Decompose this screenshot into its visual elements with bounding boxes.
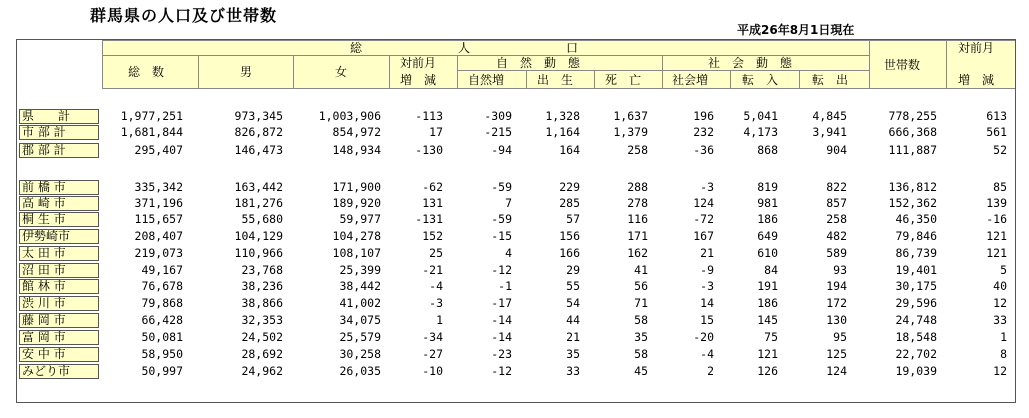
table-cell: -14 [491,313,512,327]
table-cell: 54 [566,296,580,310]
table-cell: 45 [634,364,648,378]
header-vline-2 [293,55,294,88]
row-label: 桐 生 市 [19,212,99,227]
row-label: 高 崎 市 [19,196,99,211]
table-cell: -3 [429,296,443,310]
table-cell: 95 [833,330,847,344]
table-cell: 229 [559,180,580,194]
header-natural-change: 自然増 [468,73,505,87]
header-female: 女 [335,65,348,79]
row-label: 沼 田 市 [19,263,99,278]
table-cell: 56 [634,279,648,293]
table-cell: -4 [429,279,443,293]
table-cell: 819 [757,180,778,194]
table-cell: 171 [627,229,648,243]
table-cell: 66,428 [141,313,183,327]
table-cell: 4 [505,246,512,260]
table-cell: 561 [986,125,1007,139]
table-cell: 19,039 [895,364,937,378]
table-cell: 59,977 [339,212,381,226]
table-cell: 25,579 [339,330,381,344]
header-vline-5 [526,70,527,88]
header-social: 社 会 動 態 [708,56,793,70]
table-cell: -94 [491,143,512,157]
header-line-bottom [102,88,1015,89]
table-cell: -215 [484,125,512,139]
table-cell: -17 [491,296,512,310]
table-cell: 826,872 [234,125,283,139]
table-cell: 1,681,844 [120,125,183,139]
table-cell: 12 [993,296,1007,310]
table-cell: 28,692 [241,347,283,361]
header-natural: 自 然 動 態 [496,56,581,70]
table-cell: -23 [491,347,512,361]
header-vline-4 [457,55,458,88]
table-cell: 981 [757,196,778,210]
header-change-top: 対前月 [400,56,437,70]
report-date: 平成26年8月1日現在 [737,23,855,37]
table-cell: 30,175 [895,279,937,293]
table-cell: 38,236 [241,279,283,293]
table-cell: -20 [693,330,714,344]
table-cell: 5,041 [743,109,778,123]
table-cell: 75 [764,330,778,344]
table-cell: 162 [627,246,648,260]
table-cell: 40 [993,279,1007,293]
table-cell: 152,362 [888,196,937,210]
row-label: 館 林 市 [19,279,99,294]
table-cell: 1,379 [613,125,648,139]
header-male: 男 [240,65,253,79]
header-in: 転 入 [742,73,779,87]
table-cell: 50,081 [141,330,183,344]
header-vline-1 [198,55,199,88]
table-cell: 7 [505,196,512,210]
table-cell: 121 [986,246,1007,260]
table-cell: -3 [700,279,714,293]
table-cell: 41,002 [339,296,381,310]
header-vline-9 [799,70,800,88]
table-cell: 121 [986,229,1007,243]
header-households: 世帯数 [884,58,921,72]
table-cell: 35 [634,330,648,344]
table-cell: 49,167 [141,263,183,277]
table-cell: 189,920 [332,196,381,210]
table-cell: 186 [757,296,778,310]
table-cell: 124 [693,196,714,210]
table-cell: 288 [627,180,648,194]
table-cell: 26,035 [339,364,381,378]
table-cell: 24,962 [241,364,283,378]
row-label: 富 岡 市 [19,330,99,345]
table-cell: 79,846 [895,229,937,243]
header-change-bottom: 増 減 [400,73,437,87]
table-cell: -130 [415,143,443,157]
table-cell: 4,173 [743,125,778,139]
header-social-change: 社会増 [672,73,709,87]
table-cell: 904 [826,143,847,157]
table-cell: 121 [757,347,778,361]
table-cell: -131 [415,212,443,226]
table-cell: 139 [986,196,1007,210]
table-cell: 482 [826,229,847,243]
table-cell: 84 [764,263,778,277]
table-cell: 258 [627,143,648,157]
header-vline-7 [662,55,663,88]
table-cell: -12 [491,263,512,277]
table-cell: 22,702 [895,347,937,361]
table-cell: 30,258 [339,347,381,361]
table-cell: 17 [429,125,443,139]
table-cell: 58 [634,313,648,327]
table-cell: 666,368 [888,125,937,139]
table-cell: 24,748 [895,313,937,327]
table-cell: -12 [491,364,512,378]
table-cell: -72 [693,212,714,226]
header-line-sub [457,70,869,71]
table-cell: -21 [422,263,443,277]
table-cell: 125 [826,347,847,361]
table-cell: 5 [1000,263,1007,277]
table-cell: 116 [627,212,648,226]
table-cell: -113 [415,109,443,123]
table-cell: 164 [559,143,580,157]
table-cell: 38,866 [241,296,283,310]
table-cell: 219,073 [134,246,183,260]
table-cell: 186 [757,212,778,226]
table-cell: 191 [757,279,778,293]
table-cell: 58 [634,347,648,361]
table-cell: 822 [826,180,847,194]
table-cell: 4,845 [812,109,847,123]
row-label: 太 田 市 [19,246,99,261]
table-cell: 34,075 [339,313,381,327]
table-cell: 25,399 [339,263,381,277]
header-vline-10 [869,40,870,88]
table-cell: 108,107 [332,246,381,260]
table-cell: 115,657 [134,212,183,226]
table-cell: 12 [993,364,1007,378]
table-cell: 44 [566,313,580,327]
table-cell: 145 [757,313,778,327]
table-cell: 1 [436,313,443,327]
table-cell: 208,407 [134,229,183,243]
table-cell: 14 [700,296,714,310]
table-cell: 1,164 [545,125,580,139]
header-vline-3 [389,55,390,88]
row-label: 県 計 [19,109,99,124]
table-cell: 371,196 [134,196,183,210]
header-vline-0 [102,40,103,88]
header-vline-8 [730,70,731,88]
table-cell: 57 [566,212,580,226]
header-births: 出 生 [537,73,574,87]
table-cell: 32,353 [241,313,283,327]
table-cell: 33 [566,364,580,378]
table-cell: 21 [566,330,580,344]
table-cell: 23,768 [241,263,283,277]
table-cell: 55 [566,279,580,293]
table-cell: 131 [422,196,443,210]
table-cell: -36 [693,143,714,157]
table-cell: -14 [491,330,512,344]
table-cell: -15 [491,229,512,243]
table-cell: 111,887 [888,143,937,157]
table-cell: 181,276 [234,196,283,210]
table-cell: 778,255 [888,109,937,123]
table-cell: 50,997 [141,364,183,378]
table-cell: 868 [757,143,778,157]
header-hh-change-bottom: 増 減 [958,73,995,87]
table-cell: 1,977,251 [120,109,183,123]
table-cell: 649 [757,229,778,243]
table-cell: 167 [693,229,714,243]
table-cell: -16 [986,212,1007,226]
table-cell: 46,350 [895,212,937,226]
table-cell: 857 [826,196,847,210]
table-cell: -4 [700,347,714,361]
table-cell: 35 [566,347,580,361]
table-cell: -62 [422,180,443,194]
table-cell: -27 [422,347,443,361]
table-cell: 19,401 [895,263,937,277]
table-cell: 124 [826,364,847,378]
table-cell: 1,003,906 [318,109,381,123]
table-cell: 194 [826,279,847,293]
table-cell: 41 [634,263,648,277]
table-cell: -3 [700,180,714,194]
table-cell: 973,345 [234,109,283,123]
table-cell: -1 [498,279,512,293]
table-cell: 79,868 [141,296,183,310]
table-cell: 335,342 [134,180,183,194]
table-cell: 126 [757,364,778,378]
table-cell: 25 [429,246,443,260]
table-cell: 104,278 [332,229,381,243]
table-cell: 136,812 [888,180,937,194]
table-cell: 71 [634,296,648,310]
table-cell: -34 [422,330,443,344]
table-cell: -309 [484,109,512,123]
table-cell: 76,678 [141,279,183,293]
row-label: 渋 川 市 [19,296,99,311]
table-cell: 52 [993,143,1007,157]
table-cell: 1,328 [545,109,580,123]
header-deaths: 死 亡 [605,73,642,87]
table-cell: 110,966 [234,246,283,260]
table-cell: 1,637 [613,109,648,123]
table-cell: 610 [757,246,778,260]
table-cell: 38,442 [339,279,381,293]
table-cell: 130 [826,313,847,327]
table-cell: 8 [1000,347,1007,361]
table-cell: 589 [826,246,847,260]
table-cell: 2 [707,364,714,378]
row-label: 藤 岡 市 [19,313,99,328]
header-hh-change-top: 対前月 [958,41,995,55]
table-cell: 3,941 [812,125,847,139]
header-vline-6 [594,70,595,88]
table-cell: 33 [993,313,1007,327]
row-label: 伊勢崎市 [19,229,99,244]
table-cell: 29 [566,263,580,277]
table-cell: -59 [491,180,512,194]
table-cell: 166 [559,246,580,260]
table-cell: 24,502 [241,330,283,344]
table-cell: 1 [1000,330,1007,344]
table-cell: 232 [693,125,714,139]
header-population: 総 人 口 [350,41,579,55]
table-cell: 85 [993,180,1007,194]
page-title: 群馬県の人口及び世帯数 [90,6,278,25]
table-cell: 258 [826,212,847,226]
row-label: 市 部 計 [19,125,99,140]
table-cell: 21 [700,246,714,260]
table-cell: 15 [700,313,714,327]
table-cell: 152 [422,229,443,243]
table-cell: 104,129 [234,229,283,243]
table-cell: -59 [491,212,512,226]
table-cell: 163,442 [234,180,283,194]
row-label: みどり市 [19,364,99,379]
table-cell: 29,596 [895,296,937,310]
table-cell: 285 [559,196,580,210]
header-out: 転 出 [812,73,849,87]
table-cell: 278 [627,196,648,210]
table-cell: 18,548 [895,330,937,344]
table-cell: 86,739 [895,246,937,260]
table-cell: 172 [826,296,847,310]
table-cell: -10 [422,364,443,378]
table-cell: 613 [986,109,1007,123]
table-cell: 146,473 [234,143,283,157]
table-cell: 58,950 [141,347,183,361]
table-cell: 171,900 [332,180,381,194]
table-cell: 55,680 [241,212,283,226]
row-label: 前 橋 市 [19,180,99,195]
table-cell: 156 [559,229,580,243]
table-cell: -9 [700,263,714,277]
table-cell: 93 [833,263,847,277]
row-label: 安 中 市 [19,347,99,362]
row-label: 郡 部 計 [19,143,99,158]
header-total: 総 数 [128,65,165,79]
table-cell: 295,407 [134,143,183,157]
table-cell: 148,934 [332,143,381,157]
table-cell: 854,972 [332,125,381,139]
table-cell: 196 [693,109,714,123]
header-vline-11 [946,40,947,88]
